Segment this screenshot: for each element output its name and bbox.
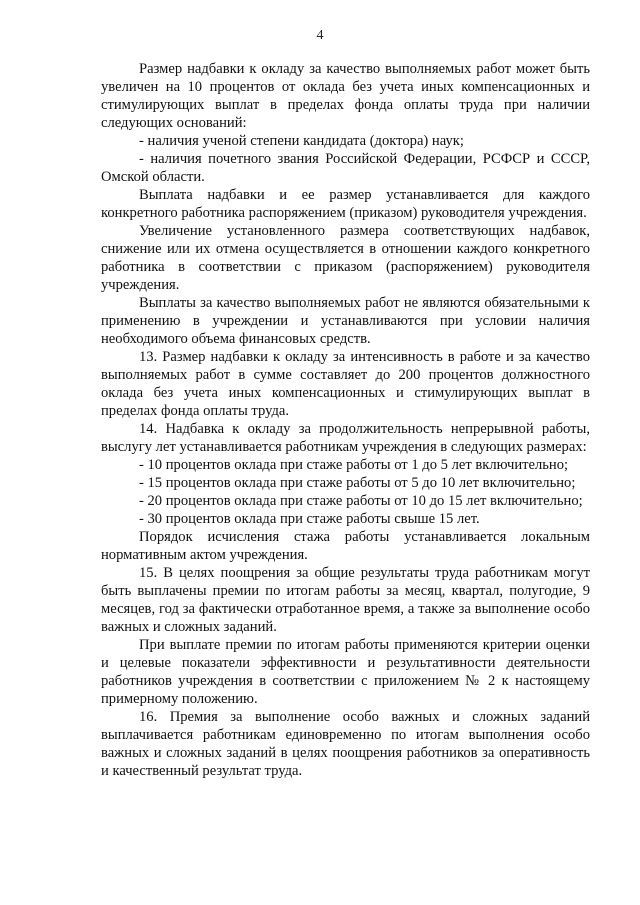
paragraph-section-13: 13. Размер надбавки к окладу за интенсивность в работе и за качество выполняемых работ в сумме составляет до 200 процентов должностного оклада без учета иных компенсационных и стимулирующих выплат в пределах фонда оплаты труда. [101, 349, 590, 419]
list-item-seniority-10: - 10 процентов оклада при стаже работы от 1 до 5 лет включительно; [139, 457, 569, 473]
document-body [101, 60, 590, 780]
paragraph-bonus-change: Увеличение установленного размера соответствующих надбавок, снижение или их отмена осуществляется в отношении каждого конкретного работника в соответствии с приказом (распоряжением) руководителя учреждения. [101, 223, 590, 293]
paragraph-bonus-size: Размер надбавки к окладу за качество выполняемых работ может быть увеличен на 10 процентов от оклада без учета иных компенсационных и стимулирующих выплат в пределах фонда оплаты труда при наличии следующих оснований: [101, 61, 590, 131]
paragraph-bonus-criteria: При выплате премии по итогам работы применяются критерии оценки и целевые показатели эффективности и результативности деятельности работников учреждения в соответствии с приложением № 2 к настоящему примерному положению. [101, 637, 590, 707]
page-number: 4 [316, 28, 324, 43]
list-item-academic-degree: - наличия ученой степени кандидата (доктора) наук; [139, 133, 464, 149]
list-item-seniority-15: - 15 процентов оклада при стаже работы от 5 до 10 лет включительно; [139, 475, 576, 491]
paragraph-bonus-order: Выплата надбавки и ее размер устанавливается для каждого конкретного работника распоряжением (приказом) руководителя учреждения. [101, 187, 590, 221]
list-item-seniority-30: - 30 процентов оклада при стаже работы свыше 15 лет. [139, 511, 480, 527]
paragraph-seniority-calculation: Порядок исчисления стажа работы устанавливается локальным нормативным актом учреждения. [101, 529, 590, 563]
paragraph-section-16: 16. Премия за выполнение особо важных и сложных заданий выплачивается работникам единовременно по итогам выполнения особо важных и сложных заданий в целях поощрения работников за оперативность и качественный результат труда. [101, 709, 590, 779]
paragraph-section-15: 15. В целях поощрения за общие результаты труда работникам могут быть выплачены премии по итогам работы за месяц, квартал, полугодие, 9 месяцев, год за фактически отработанное время, а также за выполнение особо важных и сложных заданий. [101, 565, 590, 635]
paragraph-bonus-optional: Выплаты за качество выполняемых работ не являются обязательными к применению в учреждении и устанавливаются при условии наличия необходимого объема финансовых средств. [101, 295, 590, 347]
list-item-seniority-20: - 20 процентов оклада при стаже работы от 10 до 15 лет включительно; [139, 493, 583, 509]
paragraph-section-14: 14. Надбавка к окладу за продолжительность непрерывной работы, выслугу лет устанавливается работникам учреждения в следующих размерах: [101, 421, 590, 455]
list-item-honorary-title: - наличия почетного звания Российской Федерации, РСФСР и СССР, Омской области. [101, 151, 590, 185]
